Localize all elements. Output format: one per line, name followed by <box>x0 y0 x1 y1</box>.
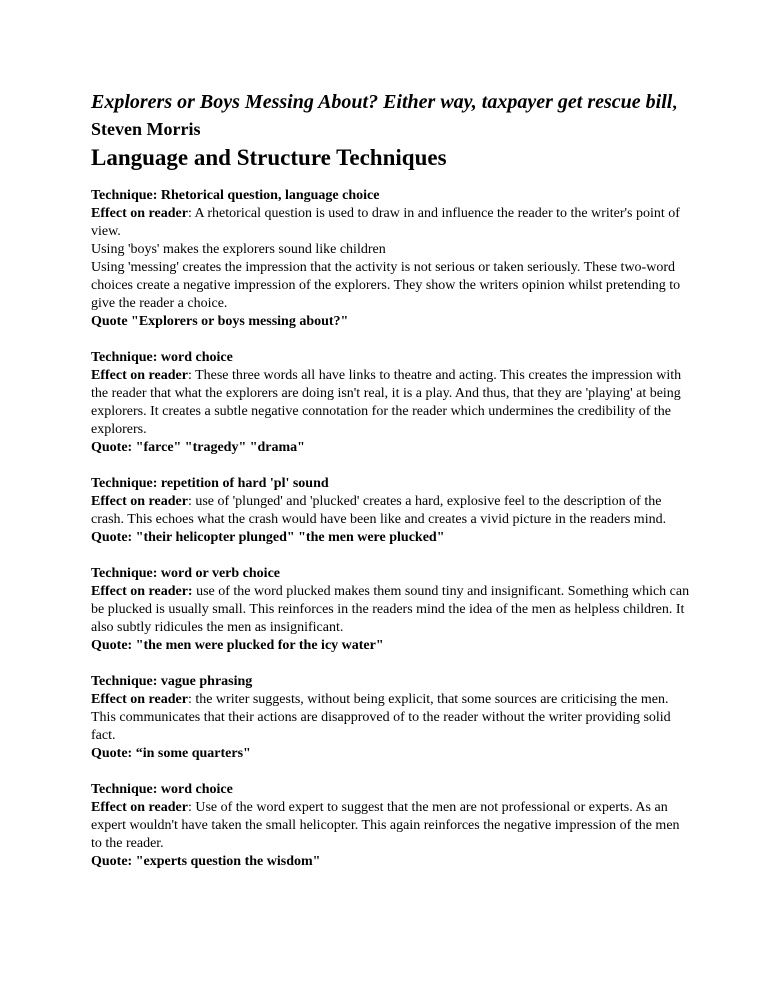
technique-heading: Technique: word choice <box>91 350 233 365</box>
effect-label: Effect on reader: <box>91 584 193 599</box>
quote-line: Quote: "their helicopter plunged" "the men were plucked" <box>91 530 445 545</box>
effect-text: : Use of the word expert to suggest that the men are not professional or experts. As an expert wouldn't have taken the small helicopter. This again reinforces the negative impression of the men to the reader. <box>91 800 680 851</box>
page-subtitle: Language and Structure Techniques <box>91 145 447 170</box>
effect-label: Effect on reader <box>91 692 188 707</box>
technique-section <box>91 565 691 655</box>
quote-line: Quote: "experts question the wisdom" <box>91 854 321 869</box>
effect-text: use of the word plucked makes them sound tiny and insignificant. Something which can be plucked is usually small. This reinforces in the readers mind the idea of the men as helpless children. It also subtly ridicules the men as insignificant. <box>91 584 690 635</box>
effect-text: : the writer suggests, without being explicit, that some sources are criticising the men. This communicates that their actions are disapproved of to the reader without the writer providing solid fact. <box>91 692 671 743</box>
effect-paragraph <box>91 205 691 241</box>
extra-line: Using 'messing' creates the impression that the activity is not serious or taken seriously. These two-word choices create a negative impression of the explorers. They show the writers opinion whilst pretending to give the reader a choice. <box>91 260 681 311</box>
effect-paragraph <box>91 691 691 745</box>
effect-text: : use of 'plunged' and 'plucked' creates a hard, explosive feel to the description of the crash. This echoes what the crash would have been like and creates a vivid picture in the readers mind. <box>91 494 667 527</box>
extra-line: Using 'boys' makes the explorers sound like children <box>91 242 386 257</box>
effect-paragraph <box>91 799 691 853</box>
article-title-text: Explorers or Boys Messing About? Either way, taxpayer get rescue bill <box>91 91 673 113</box>
technique-section <box>91 349 691 457</box>
effect-paragraph <box>91 583 691 637</box>
effect-label: Effect on reader <box>91 494 188 509</box>
effect-paragraph <box>91 493 691 529</box>
technique-section <box>91 781 691 871</box>
quote-line: Quote: “in some quarters" <box>91 746 251 761</box>
effect-label: Effect on reader <box>91 800 188 815</box>
technique-section <box>91 187 691 331</box>
quote-line: Quote "Explorers or boys messing about?" <box>91 314 349 329</box>
technique-heading: Technique: word or verb choice <box>91 566 280 581</box>
document-page <box>91 89 691 889</box>
technique-heading: Technique: word choice <box>91 782 233 797</box>
technique-heading: Technique: vague phrasing <box>91 674 253 689</box>
effect-paragraph <box>91 367 691 439</box>
quote-line: Quote: "the men were plucked for the icy water" <box>91 638 384 653</box>
technique-heading: Technique: repetition of hard 'pl' sound <box>91 476 329 491</box>
technique-section <box>91 673 691 763</box>
article-title <box>91 89 691 143</box>
quote-line: Quote: "farce" "tragedy" "drama" <box>91 440 305 455</box>
technique-section <box>91 475 691 547</box>
article-author: , Steven Morris <box>91 92 677 139</box>
effect-text: : A rhetorical question is used to draw in and influence the reader to the writer's point of view. <box>91 206 680 239</box>
effect-label: Effect on reader <box>91 206 188 221</box>
effect-text: : These three words all have links to theatre and acting. This creates the impression with the reader that what the explorers are doing isn't real, it is a play. And thus, that they are 'playing' at being explorers. It creates a subtle negative connotation for the reader which undermines the credibility of the explorers. <box>91 368 682 437</box>
technique-heading: Technique: Rhetorical question, language choice <box>91 188 380 203</box>
effect-label: Effect on reader <box>91 368 188 383</box>
